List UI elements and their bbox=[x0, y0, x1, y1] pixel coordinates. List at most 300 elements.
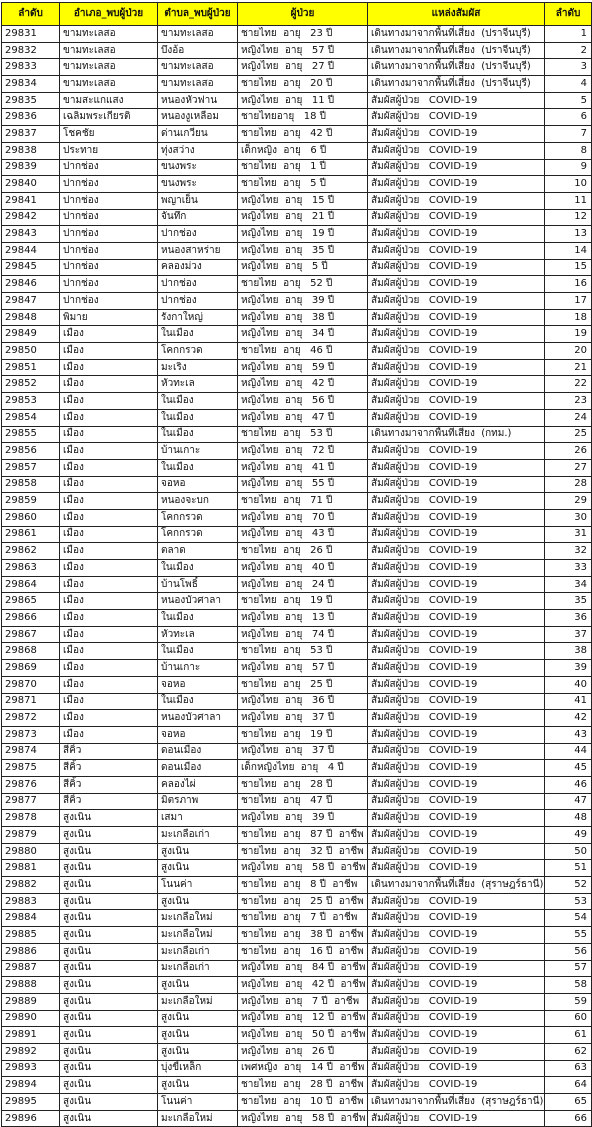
cell-subdistrict: โนนค่า bbox=[158, 1094, 238, 1111]
cell-subdistrict: ด่านเกวียน bbox=[158, 126, 238, 143]
cell-subdistrict: บึงอ้อ bbox=[158, 42, 238, 59]
cell-district: สูงเนิน bbox=[60, 993, 158, 1010]
cell-district: เมือง bbox=[60, 343, 158, 360]
header-subdistrict: ตำบล_พบผู้ป่วย bbox=[158, 3, 238, 26]
table-row bbox=[2, 42, 592, 59]
cell-district: ปากช่อง bbox=[60, 192, 158, 209]
cell-patient: ชายไทย อายุ 26 ปี bbox=[238, 543, 368, 560]
cell-district: สูงเนิน bbox=[60, 827, 158, 844]
cell-source: สัมผัสผู้ป่วย COVID-19 bbox=[368, 593, 545, 610]
cell-id: 29855 bbox=[2, 426, 60, 443]
cell-patient: หญิงไทย อายุ 59 ปี bbox=[238, 359, 368, 376]
table-row bbox=[2, 476, 592, 493]
cell-patient: ชายไทย อายุ 10 ปี อาชีพ bbox=[238, 1094, 368, 1111]
cell-no: 10 bbox=[545, 176, 592, 193]
cell-district: สูงเนิน bbox=[60, 843, 158, 860]
cell-source: สัมผัสผู้ป่วย COVID-19 bbox=[368, 927, 545, 944]
cell-no: 27 bbox=[545, 459, 592, 476]
cell-source: สัมผัสผู้ป่วย COVID-19 bbox=[368, 509, 545, 526]
table-row bbox=[2, 192, 592, 209]
table-row bbox=[2, 259, 592, 276]
cell-patient: หญิงไทย อายุ 38 ปี bbox=[238, 309, 368, 326]
cell-no: 17 bbox=[545, 293, 592, 310]
cell-source: สัมผัสผู้ป่วย COVID-19 bbox=[368, 793, 545, 810]
cell-district: ขามสะแกแสง bbox=[60, 92, 158, 109]
cell-patient: หญิงไทย อายุ 5 ปี bbox=[238, 259, 368, 276]
patient-table bbox=[1, 2, 592, 1127]
cell-district: สูงเนิน bbox=[60, 1060, 158, 1077]
cell-source: สัมผัสผู้ป่วย COVID-19 bbox=[368, 459, 545, 476]
cell-no: 62 bbox=[545, 1043, 592, 1060]
cell-no: 38 bbox=[545, 643, 592, 660]
cell-no: 56 bbox=[545, 943, 592, 960]
cell-district: ขามทะเลสอ bbox=[60, 76, 158, 93]
cell-no: 2 bbox=[545, 42, 592, 59]
cell-id: 29873 bbox=[2, 726, 60, 743]
cell-source: สัมผัสผู้ป่วย COVID-19 bbox=[368, 543, 545, 560]
cell-subdistrict: โนนค่า bbox=[158, 877, 238, 894]
table-row bbox=[2, 1110, 592, 1127]
cell-district: เมือง bbox=[60, 409, 158, 426]
cell-patient: หญิงไทย อายุ 34 ปี bbox=[238, 326, 368, 343]
cell-id: 29891 bbox=[2, 1027, 60, 1044]
cell-district: เมือง bbox=[60, 443, 158, 460]
cell-subdistrict: บ้านเกาะ bbox=[158, 443, 238, 460]
table-row bbox=[2, 1077, 592, 1094]
cell-patient: หญิงไทย อายุ 57 ปี bbox=[238, 42, 368, 59]
table-row bbox=[2, 726, 592, 743]
cell-patient: ชายไทย อายุ 25 ปี อาชีพ bbox=[238, 893, 368, 910]
cell-subdistrict: หนองหัวฟาน bbox=[158, 92, 238, 109]
cell-patient: หญิงไทย อายุ 40 ปี bbox=[238, 560, 368, 577]
cell-id: 29847 bbox=[2, 293, 60, 310]
cell-id: 29862 bbox=[2, 543, 60, 560]
cell-patient: หญิงไทย อายุ 12 ปี อาชีพ bbox=[238, 1010, 368, 1027]
cell-patient: หญิงไทย อายุ 55 ปี bbox=[238, 476, 368, 493]
cell-no: 23 bbox=[545, 393, 592, 410]
cell-id: 29886 bbox=[2, 943, 60, 960]
table-row bbox=[2, 543, 592, 560]
cell-source: เดินทางมาจากพื้นที่เสี่ยง (สุราษฎร์ธานี) bbox=[368, 877, 545, 894]
cell-source: สัมผัสผู้ป่วย COVID-19 bbox=[368, 710, 545, 727]
cell-district: ปากช่อง bbox=[60, 209, 158, 226]
cell-no: 32 bbox=[545, 543, 592, 560]
cell-id: 29841 bbox=[2, 192, 60, 209]
cell-id: 29834 bbox=[2, 76, 60, 93]
cell-patient: ชายไทย อายุ 53 ปี bbox=[238, 426, 368, 443]
header-id: ลำดับ bbox=[2, 3, 60, 26]
cell-no: 50 bbox=[545, 843, 592, 860]
cell-no: 24 bbox=[545, 409, 592, 426]
cell-id: 29852 bbox=[2, 376, 60, 393]
cell-subdistrict: ปากช่อง bbox=[158, 276, 238, 293]
cell-district: เมือง bbox=[60, 710, 158, 727]
table-row bbox=[2, 643, 592, 660]
table-row bbox=[2, 560, 592, 577]
cell-district: สูงเนิน bbox=[60, 1010, 158, 1027]
cell-patient: หญิงไทย อายุ 39 ปี bbox=[238, 293, 368, 310]
cell-id: 29854 bbox=[2, 409, 60, 426]
cell-district: สูงเนิน bbox=[60, 943, 158, 960]
header-district: อำเภอ_พบผู้ป่วย bbox=[60, 3, 158, 26]
cell-id: 29851 bbox=[2, 359, 60, 376]
cell-subdistrict: สูงเนิน bbox=[158, 1077, 238, 1094]
cell-no: 47 bbox=[545, 793, 592, 810]
cell-source: สัมผัสผู้ป่วย COVID-19 bbox=[368, 977, 545, 994]
cell-id: 29885 bbox=[2, 927, 60, 944]
cell-patient: ชายไทย อายุ 32 ปี อาชีพ bbox=[238, 843, 368, 860]
cell-patient: หญิงไทย อายุ 37 ปี bbox=[238, 710, 368, 727]
cell-patient: หญิงไทย อายุ 42 ปี อาชีพ bbox=[238, 977, 368, 994]
cell-id: 29893 bbox=[2, 1060, 60, 1077]
cell-subdistrict: ปากช่อง bbox=[158, 293, 238, 310]
table-row bbox=[2, 1027, 592, 1044]
cell-district: สีคิ้ว bbox=[60, 776, 158, 793]
cell-source: สัมผัสผู้ป่วย COVID-19 bbox=[368, 743, 545, 760]
cell-no: 45 bbox=[545, 760, 592, 777]
cell-id: 29864 bbox=[2, 576, 60, 593]
table-row bbox=[2, 493, 592, 510]
cell-district: ปากช่อง bbox=[60, 176, 158, 193]
cell-id: 29876 bbox=[2, 776, 60, 793]
cell-patient: หญิงไทย อายุ 21 ปี bbox=[238, 209, 368, 226]
cell-no: 40 bbox=[545, 676, 592, 693]
table-row bbox=[2, 326, 592, 343]
table-row bbox=[2, 59, 592, 76]
cell-patient: หญิงไทย อายุ 35 ปี bbox=[238, 242, 368, 259]
cell-no: 11 bbox=[545, 192, 592, 209]
cell-no: 60 bbox=[545, 1010, 592, 1027]
cell-source: สัมผัสผู้ป่วย COVID-19 bbox=[368, 943, 545, 960]
cell-no: 49 bbox=[545, 827, 592, 844]
cell-patient: หญิงไทย อายุ 58 ปี อาชีพ bbox=[238, 860, 368, 877]
cell-patient: ชายไทย อายุ 16 ปี อาชีพ bbox=[238, 943, 368, 960]
cell-source: สัมผัสผู้ป่วย COVID-19 bbox=[368, 843, 545, 860]
cell-subdistrict: มะเกลือเก่า bbox=[158, 960, 238, 977]
cell-subdistrict: ขามทะเลสอ bbox=[158, 26, 238, 43]
cell-no: 19 bbox=[545, 326, 592, 343]
cell-no: 54 bbox=[545, 910, 592, 927]
cell-id: 29833 bbox=[2, 59, 60, 76]
cell-source: สัมผัสผู้ป่วย COVID-19 bbox=[368, 376, 545, 393]
cell-no: 18 bbox=[545, 309, 592, 326]
cell-district: เมือง bbox=[60, 326, 158, 343]
cell-source: สัมผัสผู้ป่วย COVID-19 bbox=[368, 827, 545, 844]
cell-id: 29889 bbox=[2, 993, 60, 1010]
cell-subdistrict: สูงเนิน bbox=[158, 860, 238, 877]
cell-source: สัมผัสผู้ป่วย COVID-19 bbox=[368, 226, 545, 243]
cell-district: สีคิ้ว bbox=[60, 760, 158, 777]
cell-district: สูงเนิน bbox=[60, 877, 158, 894]
cell-no: 12 bbox=[545, 209, 592, 226]
cell-district: ปากช่อง bbox=[60, 226, 158, 243]
cell-id: 29832 bbox=[2, 42, 60, 59]
cell-subdistrict: ทุ่งสว่าง bbox=[158, 142, 238, 159]
cell-id: 29848 bbox=[2, 309, 60, 326]
cell-source: เดินทางมาจากพื้นที่เสี่ยง (สุราษฎร์ธานี) bbox=[368, 1094, 545, 1111]
cell-district: เมือง bbox=[60, 526, 158, 543]
cell-source: สัมผัสผู้ป่วย COVID-19 bbox=[368, 309, 545, 326]
cell-district: สูงเนิน bbox=[60, 1094, 158, 1111]
table-body bbox=[2, 26, 592, 1127]
cell-subdistrict: หนองจะบก bbox=[158, 493, 238, 510]
cell-no: 35 bbox=[545, 593, 592, 610]
cell-source: สัมผัสผู้ป่วย COVID-19 bbox=[368, 1060, 545, 1077]
table-row bbox=[2, 810, 592, 827]
cell-id: 29836 bbox=[2, 109, 60, 126]
cell-subdistrict: คลองไผ่ bbox=[158, 776, 238, 793]
table-row bbox=[2, 1060, 592, 1077]
cell-subdistrict: จอหอ bbox=[158, 476, 238, 493]
cell-id: 29853 bbox=[2, 393, 60, 410]
cell-id: 29842 bbox=[2, 209, 60, 226]
cell-source: สัมผัสผู้ป่วย COVID-19 bbox=[368, 109, 545, 126]
cell-id: 29879 bbox=[2, 827, 60, 844]
cell-district: สูงเนิน bbox=[60, 960, 158, 977]
cell-patient: ชายไทย อายุ 46 ปี bbox=[238, 343, 368, 360]
table-row bbox=[2, 626, 592, 643]
cell-subdistrict: หัวทะเล bbox=[158, 376, 238, 393]
cell-subdistrict: สูงเนิน bbox=[158, 977, 238, 994]
cell-no: 36 bbox=[545, 610, 592, 627]
cell-district: เมือง bbox=[60, 426, 158, 443]
cell-id: 29895 bbox=[2, 1094, 60, 1111]
cell-subdistrict: มะเกลือใหม่ bbox=[158, 1110, 238, 1127]
cell-district: สีคิ้ว bbox=[60, 793, 158, 810]
table-row bbox=[2, 893, 592, 910]
cell-source: สัมผัสผู้ป่วย COVID-19 bbox=[368, 860, 545, 877]
cell-subdistrict: จอหอ bbox=[158, 676, 238, 693]
cell-source: สัมผัสผู้ป่วย COVID-19 bbox=[368, 159, 545, 176]
cell-patient: ชายไทย อายุ 28 ปี อาชีพ bbox=[238, 1077, 368, 1094]
cell-patient: หญิงไทย อายุ 13 ปี bbox=[238, 610, 368, 627]
cell-patient: หญิงไทย อายุ 39 ปี bbox=[238, 810, 368, 827]
cell-id: 29866 bbox=[2, 610, 60, 627]
cell-source: สัมผัสผู้ป่วย COVID-19 bbox=[368, 526, 545, 543]
cell-id: 29858 bbox=[2, 476, 60, 493]
table-row bbox=[2, 927, 592, 944]
cell-patient: หญิงไทย อายุ 11 ปี bbox=[238, 92, 368, 109]
cell-subdistrict: ในเมือง bbox=[158, 326, 238, 343]
cell-source: สัมผัสผู้ป่วย COVID-19 bbox=[368, 810, 545, 827]
cell-patient: หญิงไทย อายุ 74 ปี bbox=[238, 626, 368, 643]
cell-no: 34 bbox=[545, 576, 592, 593]
table-row bbox=[2, 209, 592, 226]
cell-no: 51 bbox=[545, 860, 592, 877]
cell-source: สัมผัสผู้ป่วย COVID-19 bbox=[368, 960, 545, 977]
cell-source: สัมผัสผู้ป่วย COVID-19 bbox=[368, 493, 545, 510]
cell-subdistrict: ในเมือง bbox=[158, 409, 238, 426]
cell-id: 29859 bbox=[2, 493, 60, 510]
cell-district: ปากช่อง bbox=[60, 159, 158, 176]
cell-id: 29867 bbox=[2, 626, 60, 643]
cell-patient: หญิงไทย อายุ 36 ปี bbox=[238, 693, 368, 710]
cell-id: 29849 bbox=[2, 326, 60, 343]
cell-no: 30 bbox=[545, 509, 592, 526]
cell-no: 26 bbox=[545, 443, 592, 460]
cell-id: 29840 bbox=[2, 176, 60, 193]
cell-id: 29839 bbox=[2, 159, 60, 176]
header-source: แหล่งสัมผัส bbox=[368, 3, 545, 26]
cell-source: สัมผัสผู้ป่วย COVID-19 bbox=[368, 1027, 545, 1044]
cell-source: สัมผัสผู้ป่วย COVID-19 bbox=[368, 209, 545, 226]
cell-no: 33 bbox=[545, 560, 592, 577]
cell-source: สัมผัสผู้ป่วย COVID-19 bbox=[368, 443, 545, 460]
cell-id: 29878 bbox=[2, 810, 60, 827]
cell-patient: ชายไทย อายุ 47 ปี bbox=[238, 793, 368, 810]
cell-no: 44 bbox=[545, 743, 592, 760]
cell-district: เมือง bbox=[60, 726, 158, 743]
cell-id: 29868 bbox=[2, 643, 60, 660]
cell-source: สัมผัสผู้ป่วย COVID-19 bbox=[368, 142, 545, 159]
cell-no: 8 bbox=[545, 142, 592, 159]
table-row bbox=[2, 526, 592, 543]
cell-subdistrict: ปากช่อง bbox=[158, 226, 238, 243]
cell-source: สัมผัสผู้ป่วย COVID-19 bbox=[368, 660, 545, 677]
cell-no: 57 bbox=[545, 960, 592, 977]
cell-subdistrict: คลองม่วง bbox=[158, 259, 238, 276]
cell-patient: หญิงไทย อายุ 70 ปี bbox=[238, 509, 368, 526]
table-row bbox=[2, 660, 592, 677]
table-row bbox=[2, 743, 592, 760]
cell-id: 29863 bbox=[2, 560, 60, 577]
cell-district: เมือง bbox=[60, 660, 158, 677]
cell-patient: ชายไทย อายุ 25 ปี bbox=[238, 676, 368, 693]
cell-subdistrict: ขามทะเลสอ bbox=[158, 76, 238, 93]
cell-district: เมือง bbox=[60, 476, 158, 493]
table-row bbox=[2, 1043, 592, 1060]
cell-patient: ชายไทย อายุ 38 ปี อาชีพ bbox=[238, 927, 368, 944]
cell-subdistrict: โคกกรวด bbox=[158, 526, 238, 543]
cell-source: สัมผัสผู้ป่วย COVID-19 bbox=[368, 126, 545, 143]
cell-district: ขามทะเลสอ bbox=[60, 59, 158, 76]
cell-subdistrict: มะเกลือเก่า bbox=[158, 943, 238, 960]
table-row bbox=[2, 509, 592, 526]
table-row bbox=[2, 276, 592, 293]
cell-patient: หญิงไทย อายุ 56 ปี bbox=[238, 393, 368, 410]
cell-no: 59 bbox=[545, 993, 592, 1010]
cell-district: สูงเนิน bbox=[60, 893, 158, 910]
header-no: ลำดับ bbox=[545, 3, 592, 26]
cell-subdistrict: เสมา bbox=[158, 810, 238, 827]
table-row bbox=[2, 76, 592, 93]
cell-no: 13 bbox=[545, 226, 592, 243]
cell-district: ประทาย bbox=[60, 142, 158, 159]
cell-district: สูงเนิน bbox=[60, 910, 158, 927]
cell-subdistrict: บ้านโพธิ์ bbox=[158, 576, 238, 593]
cell-district: เมือง bbox=[60, 376, 158, 393]
cell-source: สัมผัสผู้ป่วย COVID-19 bbox=[368, 343, 545, 360]
cell-patient: ชายไทย อายุ 5 ปี bbox=[238, 176, 368, 193]
cell-source: สัมผัสผู้ป่วย COVID-19 bbox=[368, 576, 545, 593]
cell-patient: ชายไทย อายุ 20 ปี bbox=[238, 76, 368, 93]
table-row bbox=[2, 793, 592, 810]
cell-source: สัมผัสผู้ป่วย COVID-19 bbox=[368, 1110, 545, 1127]
cell-subdistrict: จันทึก bbox=[158, 209, 238, 226]
cell-id: 29844 bbox=[2, 242, 60, 259]
cell-id: 29831 bbox=[2, 26, 60, 43]
cell-patient: ชายไทย อายุ 19 ปี bbox=[238, 726, 368, 743]
cell-district: เมือง bbox=[60, 359, 158, 376]
cell-source: สัมผัสผู้ป่วย COVID-19 bbox=[368, 693, 545, 710]
table-row bbox=[2, 960, 592, 977]
cell-id: 29870 bbox=[2, 676, 60, 693]
cell-subdistrict: โคกกรวด bbox=[158, 509, 238, 526]
cell-no: 46 bbox=[545, 776, 592, 793]
cell-district: เมือง bbox=[60, 393, 158, 410]
table-row bbox=[2, 977, 592, 994]
header-patient: ผู้ป่วย bbox=[238, 3, 368, 26]
cell-no: 3 bbox=[545, 59, 592, 76]
cell-id: 29883 bbox=[2, 893, 60, 910]
cell-id: 29894 bbox=[2, 1077, 60, 1094]
cell-id: 29856 bbox=[2, 443, 60, 460]
cell-subdistrict: จอหอ bbox=[158, 726, 238, 743]
table-row bbox=[2, 226, 592, 243]
table-row bbox=[2, 409, 592, 426]
cell-patient: ชายไทย อายุ 1 ปี bbox=[238, 159, 368, 176]
cell-id: 29877 bbox=[2, 793, 60, 810]
cell-subdistrict: โคกกรวด bbox=[158, 343, 238, 360]
cell-subdistrict: ดอนเมือง bbox=[158, 760, 238, 777]
cell-source: สัมผัสผู้ป่วย COVID-19 bbox=[368, 560, 545, 577]
cell-source: เดินทางมาจากพื้นที่เสี่ยง (ปราจีนบุรี) bbox=[368, 26, 545, 43]
cell-no: 29 bbox=[545, 493, 592, 510]
cell-id: 29888 bbox=[2, 977, 60, 994]
cell-district: เมือง bbox=[60, 610, 158, 627]
cell-patient: ชายไทย อายุ 53 ปี bbox=[238, 643, 368, 660]
table-row bbox=[2, 1094, 592, 1111]
cell-district: เมือง bbox=[60, 676, 158, 693]
table-row bbox=[2, 426, 592, 443]
cell-patient: หญิงไทย อายุ 58 ปี อาชีพ bbox=[238, 1110, 368, 1127]
cell-subdistrict: ในเมือง bbox=[158, 560, 238, 577]
cell-patient: ชายไทย อายุ 8 ปี อาชีพ bbox=[238, 877, 368, 894]
cell-id: 29838 bbox=[2, 142, 60, 159]
cell-id: 29845 bbox=[2, 259, 60, 276]
cell-subdistrict: ในเมือง bbox=[158, 426, 238, 443]
table-row bbox=[2, 293, 592, 310]
cell-patient: เด็กหญิงไทย อายุ 4 ปี bbox=[238, 760, 368, 777]
cell-id: 29882 bbox=[2, 877, 60, 894]
cell-subdistrict: ในเมือง bbox=[158, 610, 238, 627]
cell-no: 48 bbox=[545, 810, 592, 827]
table-row bbox=[2, 827, 592, 844]
cell-subdistrict: มะเกลือใหม่ bbox=[158, 993, 238, 1010]
cell-source: สัมผัสผู้ป่วย COVID-19 bbox=[368, 276, 545, 293]
table-row bbox=[2, 159, 592, 176]
cell-subdistrict: ในเมือง bbox=[158, 693, 238, 710]
cell-subdistrict: สูงเนิน bbox=[158, 893, 238, 910]
cell-id: 29875 bbox=[2, 760, 60, 777]
cell-no: 16 bbox=[545, 276, 592, 293]
cell-subdistrict: หนองสาหร่าย bbox=[158, 242, 238, 259]
cell-source: สัมผัสผู้ป่วย COVID-19 bbox=[368, 176, 545, 193]
cell-id: 29874 bbox=[2, 743, 60, 760]
cell-patient: ชายไทยอายุ 18 ปี bbox=[238, 109, 368, 126]
cell-district: เมือง bbox=[60, 543, 158, 560]
cell-id: 29835 bbox=[2, 92, 60, 109]
cell-district: โชคชัย bbox=[60, 126, 158, 143]
cell-subdistrict: มะเกลือใหม่ bbox=[158, 927, 238, 944]
cell-id: 29857 bbox=[2, 459, 60, 476]
cell-district: สูงเนิน bbox=[60, 1077, 158, 1094]
cell-no: 64 bbox=[545, 1077, 592, 1094]
cell-no: 5 bbox=[545, 92, 592, 109]
table-row bbox=[2, 943, 592, 960]
cell-district: ปากช่อง bbox=[60, 259, 158, 276]
cell-district: ปากช่อง bbox=[60, 276, 158, 293]
